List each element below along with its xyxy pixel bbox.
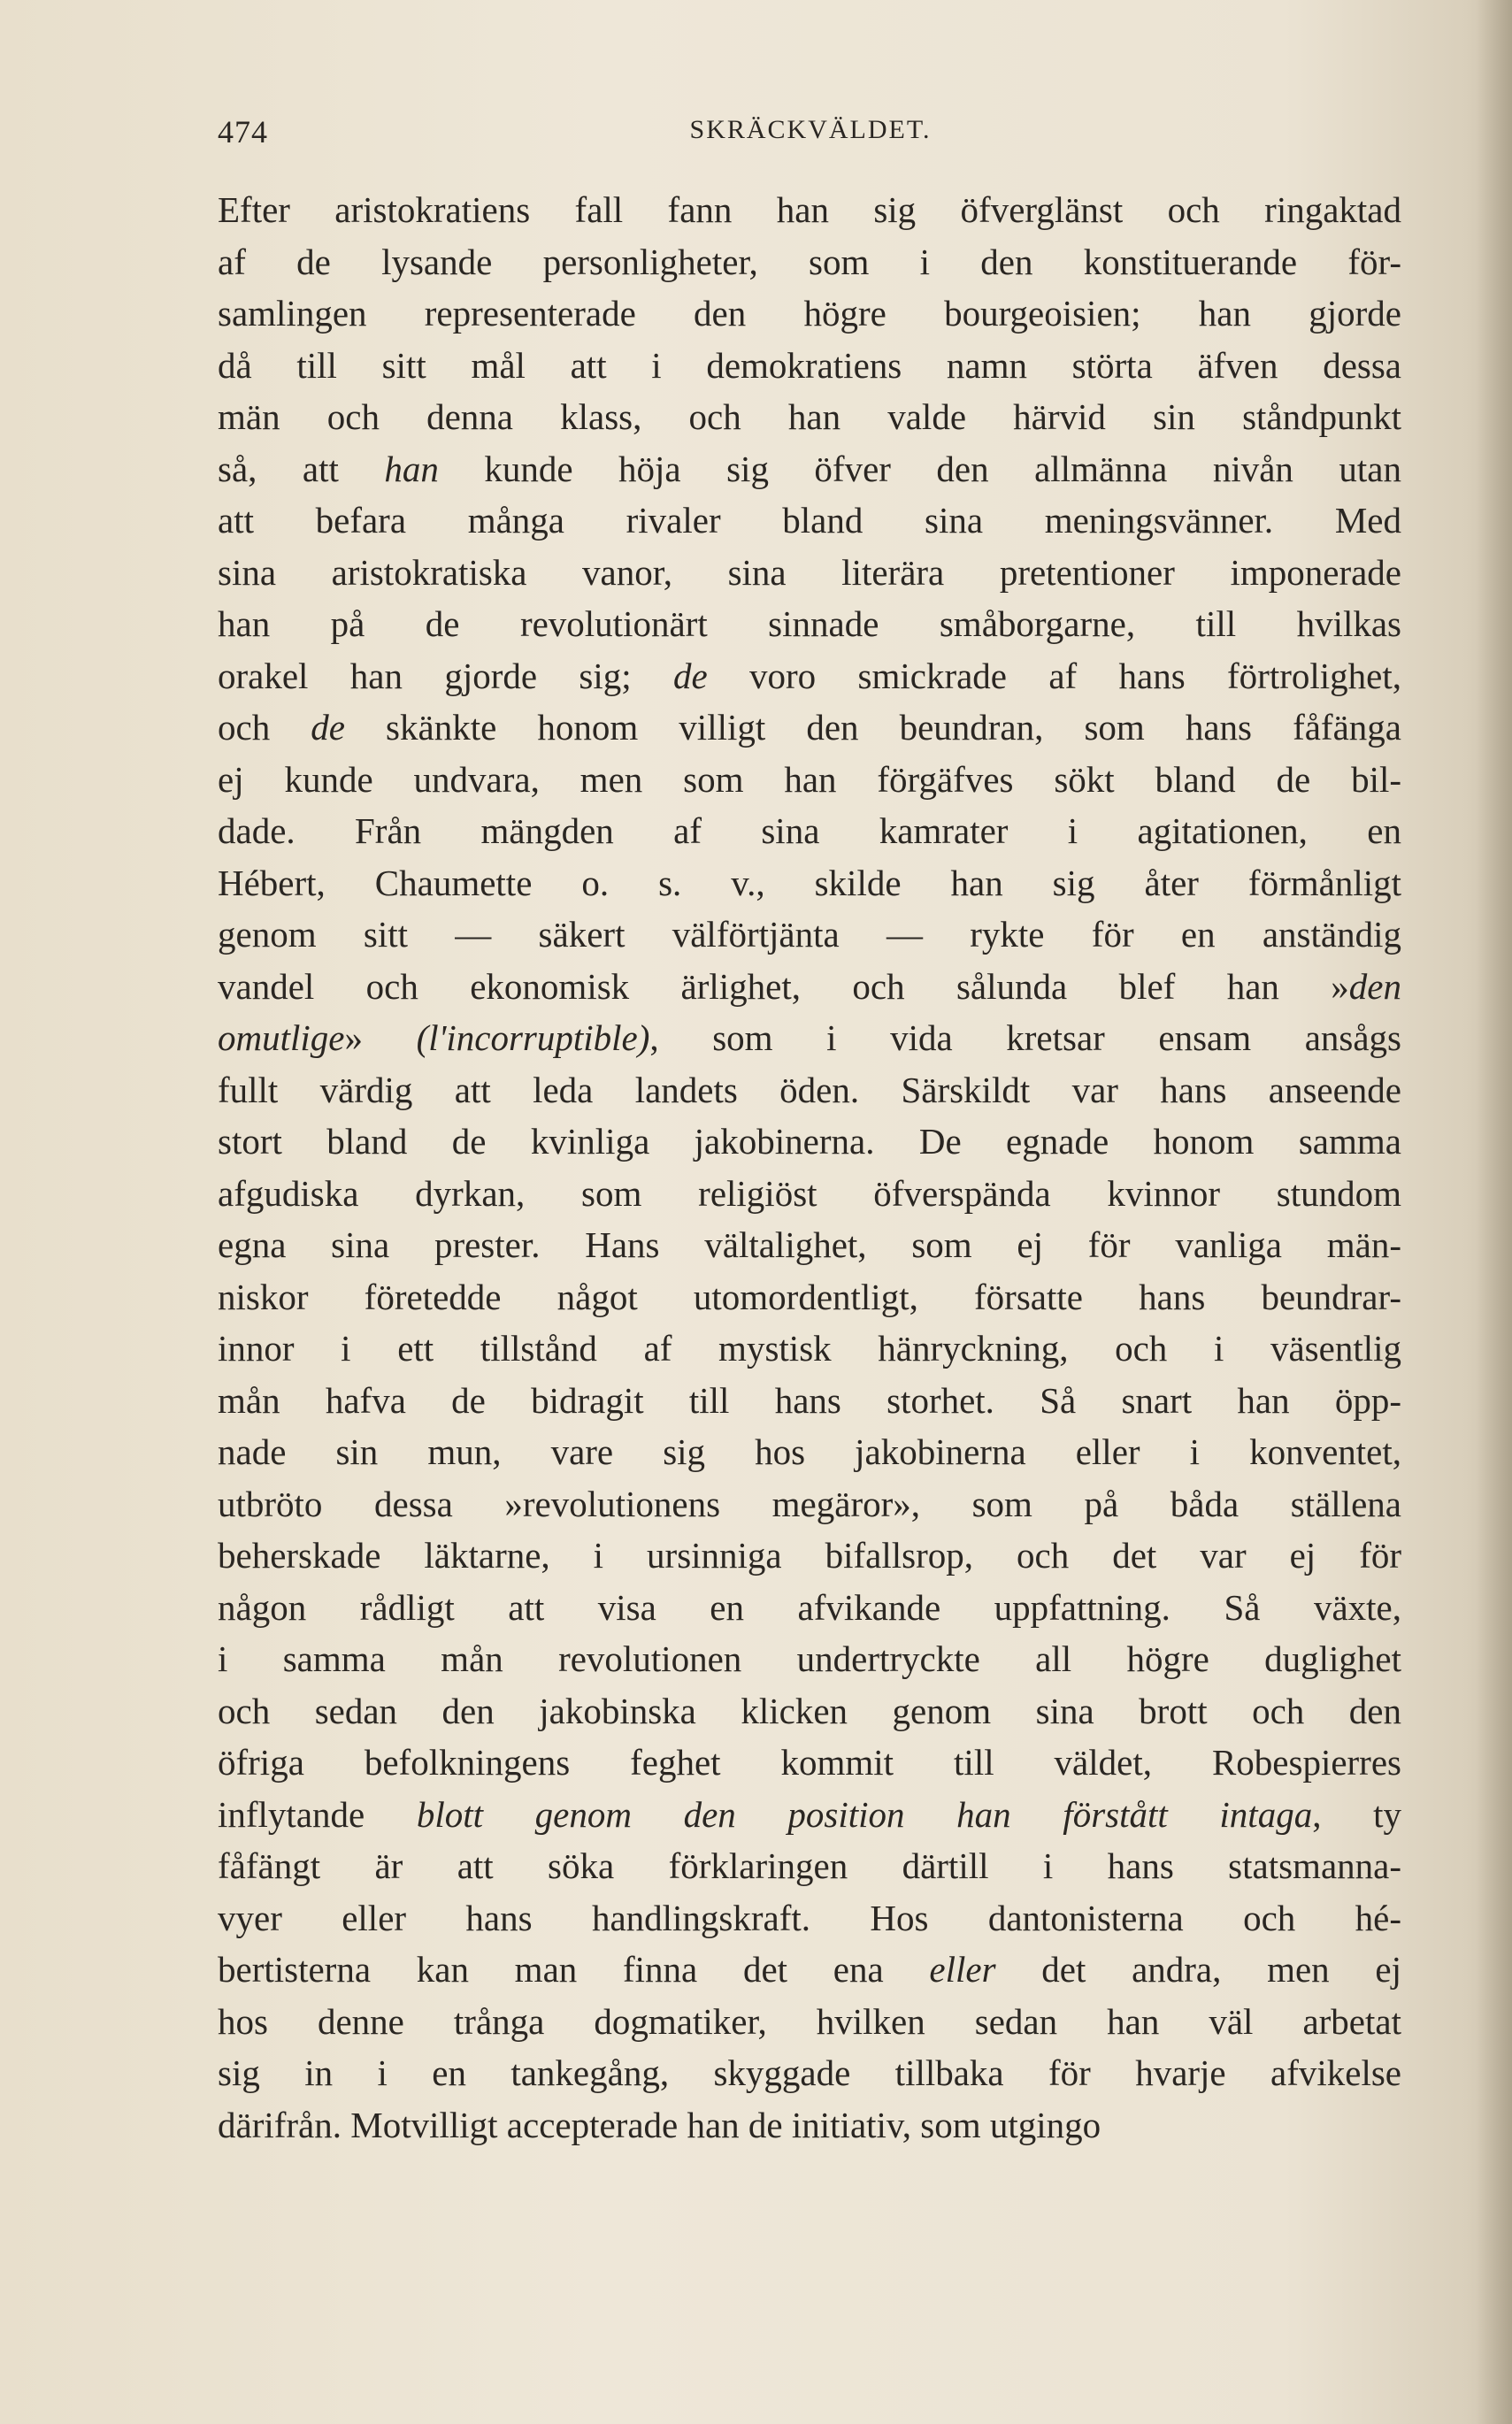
- text-line: [218, 961, 1401, 1013]
- text-line: [218, 1892, 1401, 1945]
- text-segment: att befara många rivaler bland sina meningsvänner. Med: [218, 500, 1401, 541]
- text-line: [218, 805, 1401, 857]
- italic-text: (l'incorruptible): [416, 1017, 650, 1058]
- text-segment: kunde höja sig öfver den allmänna nivån utan: [438, 448, 1402, 489]
- text-segment: öfriga befolkningens feghet kommit till väldet, Robespierres: [218, 1742, 1401, 1783]
- text-segment: af de lysande personligheter, som i den konstituerande för-: [218, 241, 1401, 282]
- text-segment: voro smickrade af hans förtrolighet,: [707, 655, 1401, 696]
- text-segment: , som i vida kretsar ensam ansågs: [649, 1017, 1401, 1058]
- text-line: [218, 1271, 1401, 1323]
- text-segment: det andra, men ej: [995, 1949, 1401, 1990]
- italic-text: han: [384, 448, 439, 489]
- text-segment: sig in i en tankegång, skyggade tillbaka för hvarje afvikelse: [218, 2052, 1401, 2093]
- text-segment: , ty: [1312, 1793, 1401, 1835]
- text-segment: då till sitt mål att i demokratiens namn störta äfven dessa: [218, 344, 1401, 386]
- text-line: [218, 547, 1401, 599]
- text-segment: sina aristokratiska vanor, sina literära pretentioner imponerade: [218, 551, 1401, 593]
- text-segment: dade. Från mängden af sina kamrater i agitationen, en: [218, 810, 1401, 851]
- running-head: SKRÄCKVÄLDET.: [689, 115, 932, 144]
- text-segment: samlingen representerade den högre bourgeoisien; han gjorde: [218, 293, 1401, 334]
- italic-text: omutlige: [218, 1017, 345, 1058]
- text-segment: innor i ett tillstånd af mystisk hänryckning, och i väsentlig: [218, 1328, 1401, 1369]
- text-line: [218, 702, 1401, 754]
- italic-text: de: [672, 655, 708, 696]
- text-segment: han på de revolutionärt sinnade småborgarne, till hvilkas: [218, 603, 1401, 644]
- text-line: [218, 184, 1401, 236]
- text-segment: mån hafva de bidragit till hans storhet. Så snart han öpp-: [218, 1379, 1401, 1421]
- text-line: [218, 1426, 1401, 1478]
- text-segment: fullt värdig att leda landets öden. Särskildt var hans anseende: [218, 1069, 1401, 1110]
- text-segment: afgudiska dyrkan, som religiöst öfverspända kvinnor stundom: [218, 1172, 1401, 1214]
- text-line: [218, 754, 1401, 806]
- text-segment: »: [344, 1017, 417, 1058]
- italic-text: den: [1348, 965, 1401, 1007]
- text-line: [218, 1582, 1401, 1634]
- text-segment: orakel han gjorde sig;: [218, 655, 673, 696]
- text-segment: stort bland de kvinliga jakobinerna. De egnade honom samma: [218, 1121, 1401, 1162]
- italic-text: blott genom den position han förstått intaga: [416, 1793, 1313, 1835]
- text-line: [218, 1219, 1401, 1271]
- text-line: [218, 2099, 1401, 2152]
- text-segment: män och denna klass, och han valde härvid sin ståndpunkt: [218, 396, 1401, 437]
- text-segment: i samma mån revolutionen undertryckte all högre duglighet: [218, 1638, 1401, 1679]
- text-line: [218, 340, 1401, 392]
- text-line: [218, 1323, 1401, 1375]
- text-segment: någon rådligt att visa en afvikande uppfattning. Så växte,: [218, 1586, 1401, 1628]
- text-segment: och: [218, 707, 311, 748]
- text-segment: bertisterna kan man finna det ena: [218, 1949, 930, 1990]
- page-number: 474: [218, 114, 268, 150]
- text-line: [218, 1168, 1401, 1220]
- text-line: [218, 1944, 1401, 1996]
- text-segment: vandel och ekonomisk ärlighet, och sålunda blef han »: [218, 965, 1349, 1007]
- text-line: [218, 650, 1401, 702]
- text-line: [218, 1996, 1401, 2048]
- body-text: [218, 184, 1401, 2151]
- text-line: [218, 2047, 1401, 2099]
- text-line: [218, 598, 1401, 650]
- text-segment: vyer eller hans handlingskraft. Hos dantonisterna och hé-: [218, 1897, 1401, 1938]
- text-line: [218, 857, 1401, 909]
- text-line: [218, 1530, 1401, 1582]
- text-line: [218, 495, 1401, 547]
- text-segment: så, att: [218, 448, 385, 489]
- text-line: [218, 1375, 1401, 1427]
- italic-text: eller: [929, 1949, 996, 1990]
- text-segment: fåfängt är att söka förklaringen därtill i hans statsmanna-: [218, 1845, 1401, 1886]
- text-line: [218, 236, 1401, 288]
- text-segment: därifrån. Motvilligt accepterade han de initiativ, som utgingo: [218, 2104, 1101, 2145]
- text-line: [218, 288, 1401, 340]
- text-line: [218, 1840, 1401, 1892]
- text-line: [218, 1789, 1401, 1841]
- text-segment: Efter aristokratiens fall fann han sig öfverglänst och ringaktad: [218, 189, 1401, 230]
- text-segment: utbröto dessa »revolutionens megäror», som på båda ställena: [218, 1483, 1401, 1524]
- text-line: [218, 909, 1401, 961]
- text-segment: beherskade läktarne, i ursinniga bifallsrop, och det var ej för: [218, 1535, 1401, 1576]
- text-line: [218, 1737, 1401, 1789]
- text-line: [218, 1012, 1401, 1064]
- text-segment: skänkte honom villigt den beundran, som hans fåfänga: [344, 707, 1401, 748]
- text-segment: Hébert, Chaumette o. s. v., skilde han sig åter förmånligt: [218, 862, 1401, 903]
- italic-text: de: [311, 707, 345, 748]
- text-line: [218, 1633, 1401, 1685]
- text-segment: och sedan den jakobinska klicken genom sina brott och den: [218, 1690, 1401, 1731]
- text-segment: hos denne trånga dogmatiker, hvilken sedan han väl arbetat: [218, 2000, 1401, 2042]
- text-line: [218, 1116, 1401, 1168]
- page-header: [218, 113, 1403, 157]
- text-segment: egna sina prester. Hans vältalighet, som ej för vanliga män-: [218, 1224, 1401, 1265]
- text-line: [218, 1478, 1401, 1530]
- text-line: [218, 391, 1401, 443]
- text-line: [218, 1064, 1401, 1116]
- page-edge-shadow: [1477, 0, 1512, 2424]
- text-segment: ej kunde undvara, men som han förgäfves sökt bland de bil-: [218, 758, 1401, 800]
- text-segment: nade sin mun, vare sig hos jakobinerna eller i konventet,: [218, 1431, 1401, 1472]
- text-segment: genom sitt — säkert välförtjänta — rykte för en anständig: [218, 914, 1401, 955]
- text-segment: niskor företedde något utomordentligt, försatte hans beundrar-: [218, 1276, 1401, 1317]
- text-segment: inflytande: [218, 1793, 417, 1835]
- text-line: [218, 443, 1401, 495]
- text-line: [218, 1685, 1401, 1737]
